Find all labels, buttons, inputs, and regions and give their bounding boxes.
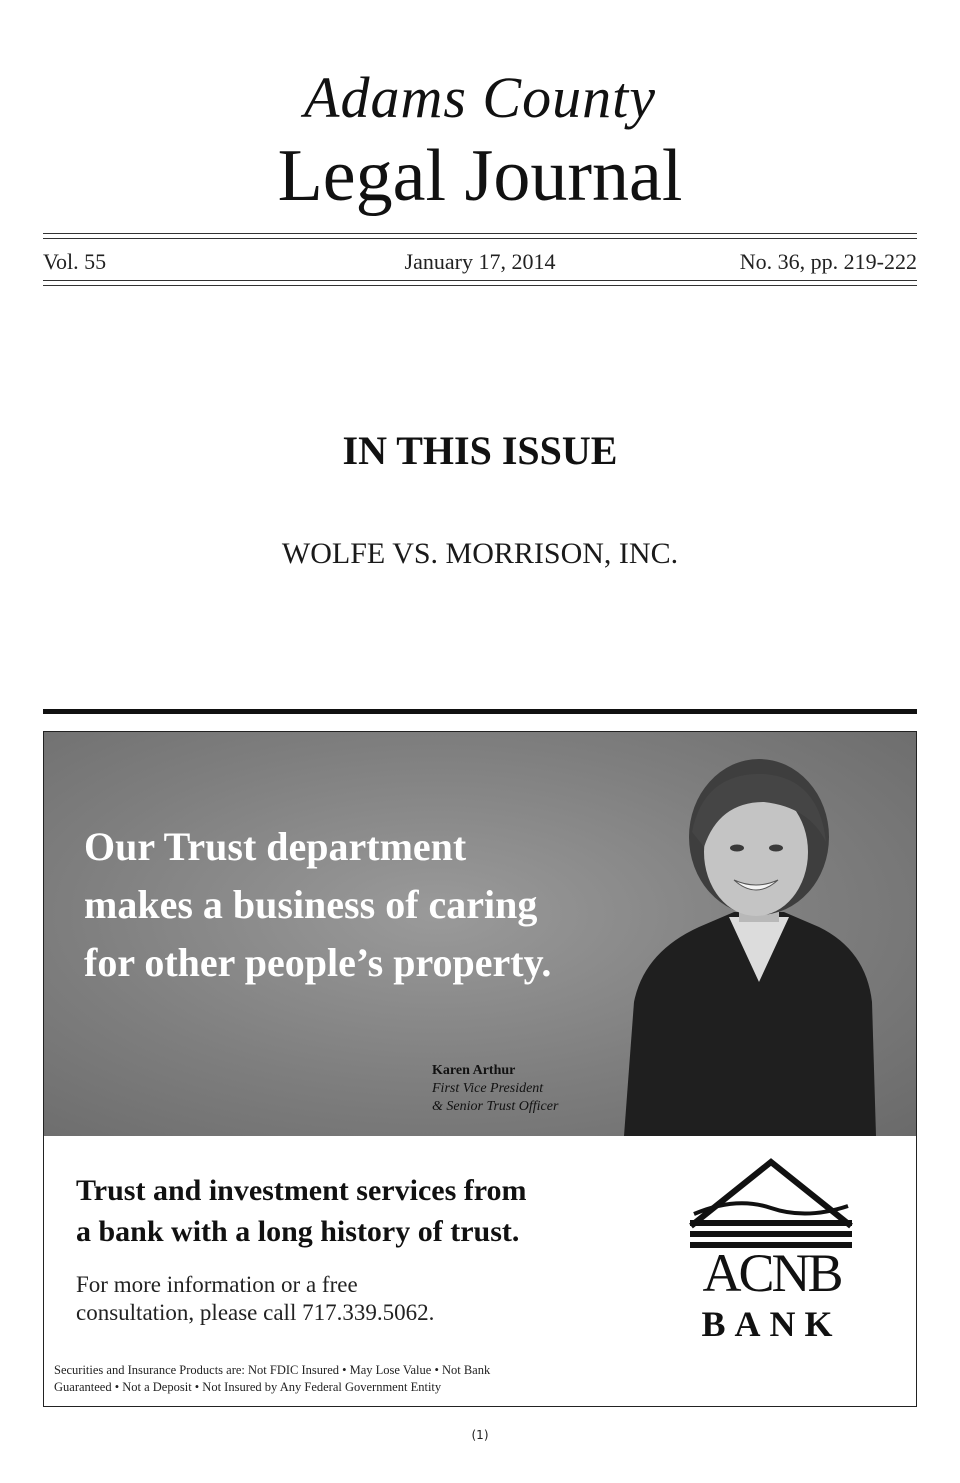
ad-headline-line: makes a business of caring bbox=[84, 882, 538, 927]
ad-disclaimer-line: Securities and Insurance Products are: Not FDIC Insured • May Lose Value • Not Bank bbox=[54, 1363, 491, 1377]
masthead-line2: Legal Journal bbox=[277, 135, 683, 217]
person-title: First Vice President bbox=[432, 1081, 544, 1096]
case-title: WOLFE VS. MORRISON, INC. bbox=[281, 537, 679, 570]
person-name: Karen Arthur bbox=[432, 1063, 516, 1078]
logo-subtitle: BANK bbox=[701, 1304, 842, 1344]
ad-headline-line: for other people’s property. bbox=[84, 940, 552, 985]
ad-tagline bbox=[76, 1170, 636, 1252]
person-portrait bbox=[604, 752, 904, 1136]
ad-photo-panel bbox=[44, 732, 916, 1136]
ad-disclaimer bbox=[54, 1362, 654, 1396]
ad-contact bbox=[76, 1271, 636, 1327]
issue-number: No. 36, pp. 219-222 bbox=[739, 249, 917, 274]
page-number: (1) bbox=[471, 1428, 489, 1442]
person-title-2: & Senior Trust Officer bbox=[432, 1099, 559, 1114]
ad-headline bbox=[84, 818, 644, 992]
volume-label: Vol. 55 bbox=[43, 249, 107, 274]
section-divider bbox=[43, 709, 917, 714]
masthead-line1: Adams County bbox=[304, 65, 656, 130]
issue-info-row bbox=[43, 247, 917, 277]
header-rule-top-2 bbox=[43, 238, 917, 239]
ad-contact-line: consultation, please call 717.339.5062. bbox=[76, 1300, 435, 1325]
acnb-advertisement bbox=[43, 731, 917, 1407]
issue-date: January 17, 2014 bbox=[404, 249, 556, 274]
header-rule-bottom-2 bbox=[43, 285, 917, 286]
in-this-issue-heading: IN THIS ISSUE bbox=[342, 428, 618, 473]
ad-tagline-line: a bank with a long history of trust. bbox=[76, 1215, 520, 1248]
header-rule-bottom-1 bbox=[43, 280, 917, 281]
ad-contact-line: For more information or a free bbox=[76, 1272, 358, 1297]
ad-headline-line: Our Trust department bbox=[84, 824, 467, 869]
person-caption bbox=[432, 1062, 558, 1116]
ad-tagline-line: Trust and investment services from bbox=[76, 1174, 527, 1207]
logo-name: ACNB bbox=[702, 1243, 841, 1303]
header-rule-top-1 bbox=[43, 233, 917, 234]
ad-disclaimer-line: Guaranteed • Not a Deposit • Not Insured by Any Federal Government Entity bbox=[54, 1380, 442, 1394]
